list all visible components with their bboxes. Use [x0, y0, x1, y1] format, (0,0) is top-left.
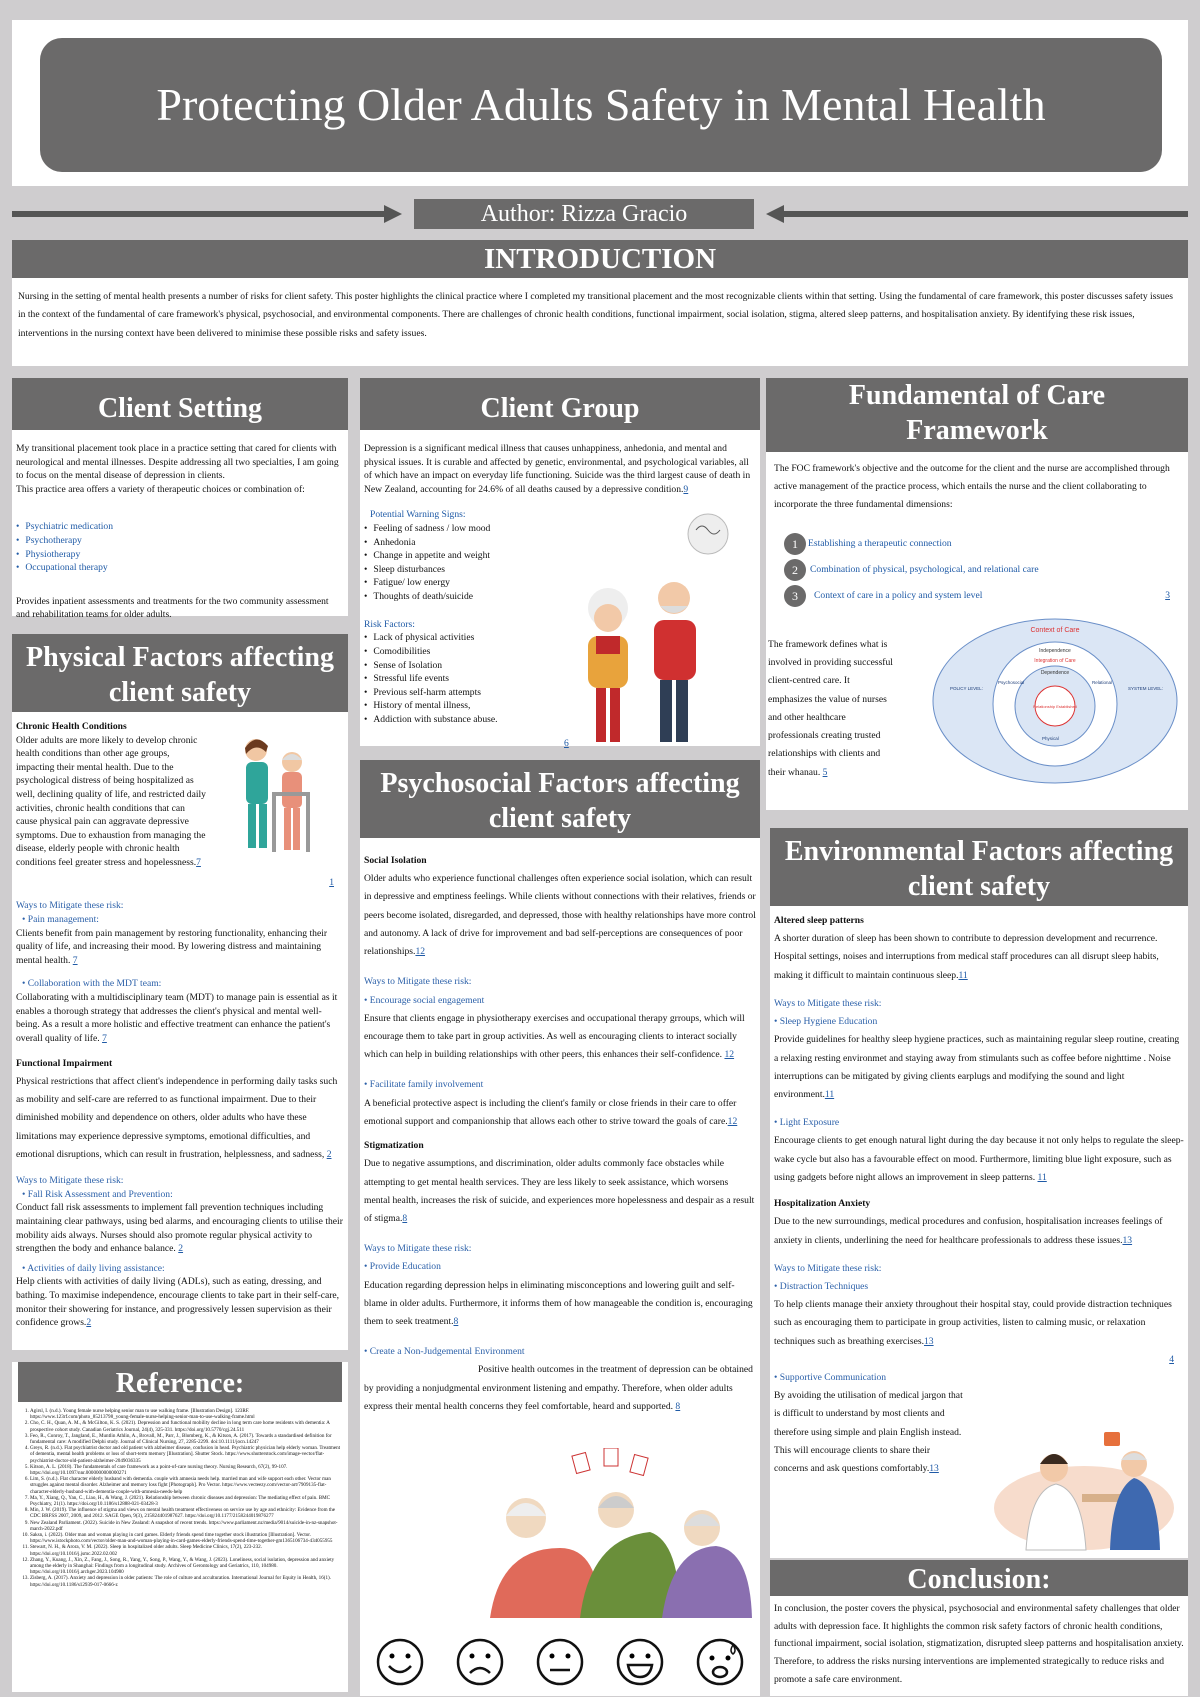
- list-item: • Physiotherapy: [16, 548, 344, 562]
- pain-text: Clients benefit from pain management by restoring functionality, enhancing their quality of life, and increasing their mood. By lowering distress and maintaining mental health.: [16, 927, 328, 966]
- nonjud-text: Positive health outcomes in the treatment of depression can be obtained by providing a nonjudgmental environment listening and empathy. Therefore, when older adults express their mental health concerns they feel comfortable, heard and supported.: [364, 1364, 753, 1412]
- ref-link[interactable]: 5: [822, 766, 828, 778]
- pain-title: Pain management:: [27, 913, 99, 925]
- ref-link[interactable]: 1: [329, 876, 334, 888]
- sad-face-icon: [455, 1637, 505, 1687]
- ref-link[interactable]: 11: [824, 1088, 835, 1100]
- reference-heading: Reference:: [18, 1362, 342, 1402]
- hosp-title: Hospitalization Anxiety: [774, 1198, 871, 1210]
- foc-diagram: [930, 616, 1180, 786]
- list-item: • Change in appetite and weight: [364, 549, 756, 563]
- dimension-label: Establishing a therapeutic connection: [808, 538, 952, 550]
- list-item: • History of mental illness,: [364, 699, 756, 713]
- env-mitigate-2: Ways to Mitigate these risk:: [774, 1262, 882, 1274]
- eng-text: Ensure that clients engage in physiotherapy exercises and occupational therapy grroups, which will encourage them to take part in group activities. As well as encouraging clients to interact socially which can help in building relationships with other peers, this enhances their self-confidence.: [364, 1012, 745, 1061]
- adl-text: Help clients with activities of daily living (ADLs), such as eating, dressing, and bathing. To maximise independence, encourage clients to take part in their self-care, monitor their showering for instance, and progressively lessen supervision as their confidence grows.: [16, 1276, 340, 1329]
- physical-heading: Physical Factors affecting client safety: [12, 634, 348, 712]
- ref-link[interactable]: 2: [86, 1317, 92, 1329]
- environmental-heading: Environmental Factors affecting client safety: [770, 828, 1188, 906]
- list-item: 10. Saksn, i. (2022). Older man and woman playing in card games. Elderly friends spend time together stock illustration [Illustration]. Vector. https://www.istockphoto.com/vector/older-man-and-woman-playing-in-card-games-elderly-friends-spend-time-together-gm1365106734-434055955: [30, 1532, 344, 1544]
- ref-link[interactable]: 8: [675, 1400, 681, 1412]
- foc-heading: Fundamental of Care Framework: [766, 378, 1188, 452]
- ref-link[interactable]: 13: [1122, 1234, 1133, 1246]
- list-item: • Lack of physical activities: [364, 631, 756, 645]
- list-item: • Previous self-harm attempts: [364, 686, 756, 700]
- light-text: Encourage clients to get enough natural light during the day because it not only helps to regulate the sleep-wake cycle but also has a favourable effect on mood. Furthermore, limiting blue light exposure, such as using gadgets before night allows an improvement in sleep patterns.: [774, 1135, 1184, 1183]
- physical-mitigate-2: Ways to Mitigate these risk:: [16, 1175, 124, 1187]
- edu-title: Provide Education: [369, 1261, 441, 1273]
- warning-title: Potential Warning Signs:: [370, 509, 466, 521]
- list-item: 1. Agirsl, I. (n.d.). Young female nurse helping senior man to use walking frame. [Illustration Design]. 123RF. https://www.123rf.com/photo_85213798_young-female-nurse-helping-senior-man-to-use-walking-frame.html: [30, 1408, 344, 1420]
- risk-title: Risk Factors:: [364, 618, 415, 630]
- ref-link[interactable]: 7: [102, 1032, 107, 1044]
- diagram-dependence-label: Dependence: [1040, 670, 1070, 676]
- nonjud-title: Create a Non-Judgemental Environment: [369, 1346, 525, 1358]
- list-item: 6. Lim, S. (n.d.). Flat character elderly husband with dementia. couple with amnesia needs help. married man and wife support each other. Vector man struggles against mental disorder. Alzheimer and memory loss fight [Photograph]. Pro Vector. https://www.vecteezy.com/vector-art/7909135-flat-character-elderly-husband-with-dementia-couple-with-amnesia-needs-help: [30, 1476, 344, 1495]
- list-item: • Psychotherapy: [16, 534, 344, 548]
- psychosocial-panel: Psychosocial Factors affecting client safety Social Isolation Older adults who experience functional challenges often experience social isolation, which can result in depressive and emptiness feelings. While clients without connections with their relatives, friends or peers become isolated, disregarded, and depressed, those with healthy relationships have more control and autonomy. A lack of drive for improvement and bad self-perceptions are consequences of poor relationships.12 Ways to Mitigate these risk: • Encourage social engagement Ensure that clients engage in physiotherapy exercises and occupational therapy grroups, which will encourage them to take part in group activities. As well as encouraging clients to interact socially which can help in building relationships with other peers, this enhances their self-confidence. 12 • Facilitate family involvement A beneficial protective aspect is including the client's family or close friends in their care to offer emotional support and companionship that allows each other to strive toward the goals of care.12 Stigmatization Due to negative assumptions, and discrimination, older adults commonly face obstacles while attempting to get mental health services. They are less likely to seek assistance, which worsens mental health, increases the risk of suicide, and experiences more hopelessness and despair as a result of stigma.8 Ways to Mitigate these risk: • Provide Education Education regarding depression helps in eliminating misconceptions and lowering guilt and self-blame in older adults. Furthermore, it informs them of how manageable the condition is, encouraging them to seek treatment.8 • Create a Non-Judgemental Environment Positive health outcomes in the treatment of depression can be obtained by providing a nonjudgmental environment listening and empathy. Therefore, when older adults express their mental health concerns they feel comfortable, heard and supported. 8: [360, 760, 760, 1696]
- physical-mitigate-1: Ways to Mitigate these risk:: [16, 900, 124, 912]
- ref-link[interactable]: 13: [929, 1463, 939, 1475]
- dimension-number: 3: [784, 585, 806, 607]
- mdt-text: Collaborating with a multidisciplinary team (MDT) to manage pain is essential as it enables a thorough strategy that addresses the client's physical and mental well-being. As a result a more holistic and effective treatment can enhance the patient's overall quality of life.: [16, 991, 338, 1044]
- diagram-integration-label: Integration of Care: [1034, 658, 1076, 664]
- ref-link[interactable]: 13: [923, 1335, 934, 1347]
- list-item: 13. Zisberg, A. (2017). Anxiety and depression in older patients: The role of culture and acculturation. International Journal for Equity in Health, 16(1). https://doi.org/10.1186/s12939-017-0666-z: [30, 1575, 344, 1587]
- list-item: 3. Feo, R., Conroy, T., Jangland, E., Muntlin Athlin, A., Brovall, M., Parr, J., Blomberg, K., & Kitson, A. (2017). Towards a standardised definition for fundamental care: A modified Delphi study. Journal of Clinical Nursing, 27, 2285-2299. doi:10.1111/jocn.14247: [30, 1433, 344, 1445]
- diagram-context-label: Context of Care: [1030, 627, 1080, 634]
- list-item: 9. New Zealand Parliament. (2022). Suicide in New Zealand: A snapshot of recent trends. https://www.parliament.nz/media/9014/suicide-in-nz-snapshot-march-2022.pdf: [30, 1520, 344, 1532]
- environmental-panel: Environmental Factors affecting client safety Altered sleep patterns A shorter duration of sleep has been shown to contribute to depression development and recurrence. Hospital settings, noises and interruptions from medical staff procedures can all disrupt sleep habits, making it difficult to maintain continuous sleep.11 Ways to Mitigate these risk: • Sleep Hygiene Education Provide guidelines for healthy sleep hygiene practices, such as maintaining regular sleep routine, creating a relaxing resting environmet and staying away from stimulants such as coffee before nighttime . Noise interruptions can be mitigated by giving clients earplugs and modifying the sound and light environment.11 • Light Exposure Encourage clients to get enough natural light during the day because it not only helps to regulate the sleep-wake cycle but also has a favourable effect on mood. Furthermore, limiting blue light exposure, such as using gadgets before night allows an improvement in sleep patterns. 11 Hospitalization Anxiety Due to the new surroundings, medical procedures and confusion, hospitalisation increases feelings of anxiety in clients, underlining the need for healthcare professionals to address these issues.13 Ways to Mitigate these risk: • Distraction Techniques To help clients manage their anxiety throughout their hospital stay, could provide distraction techniques such as encouraging them to participate in group activities, listen to calming music, or relaxation techniques such as breathing exercises.13 4 • Supportive Communication By avoiding the utilisation of medical jargon that is difficult to understand by most clients and therefore using simple and plain English instead. This will encourage clients to share their concerns and ask questions comfortably.13: [770, 828, 1188, 1558]
- author-label: Author: Rizza Gracio: [414, 199, 754, 229]
- fall-text: Conduct fall risk assessments to implement fall prevention techniques including maintaining clear pathways, using bed alarms, and encouraging clients to utilise their mobility aids always. Nurses should also promote regular physical activity to strengthen the body and enhance balance.: [16, 1202, 343, 1255]
- foc-p1: The FOC framework's objective and the outcome for the client and the nurse are accomplished through active management of the practice process, which entails the nurse and the client collaborating to incorporate the three fundamental dimensions:: [774, 463, 1170, 511]
- stig-title: Stigmatization: [364, 1140, 424, 1152]
- iso-title: Social Isolation: [364, 855, 427, 866]
- fam-title: Facilitate family involvement: [369, 1079, 484, 1091]
- happy-face-icon: [375, 1637, 425, 1687]
- emoji-panel: [360, 1630, 760, 1694]
- list-item: • Stressful life events: [364, 672, 756, 686]
- psy-mitigate-2: Ways to Mitigate these risk:: [364, 1243, 472, 1255]
- foc-dimensions: [766, 515, 1188, 609]
- foc-p2: The framework defines what is involved in providing successful client-centred care. It emphasizes the value of nurses and other healthcare professionals creating trusted relationships with clients and their whanau.: [768, 639, 893, 778]
- physical-panel: Physical Factors affecting client safety Chronic Health Conditions Older adults are more likely to develop chronic health conditions than other age groups, impacting their mental health. Due to the psychological distress of being hospitalized as well, declining quality of life, and restricted daily activities, chronic health conditions that can cause physical pain can aggravate depressive symptoms. Due to exhaustion from managing the disease, elderly people with chronic health conditions feel greater stress and hopelessness.7 1 Ways to Mitigate these risk: • Pain management: Clients benefit from pain management by restoring functionality, enhancing their quality of life, and increasing their mood. By lowering distress and maintaining mental health. 7 • Collaboration with the MDT team: Collaborating with a multidisciplinary team (MDT) to manage pain is essential as it enables a thorough strategy that addresses the client's physical and mental well-being. As a result a more holistic and effective treatment can enhance the patient's overall quality of life. 7 Functional Impairment Physical restrictions that affect client's independence in performing daily tasks such as mobility and self-care are referred to as functional impairment. Due to their diminished mobility and dependence on others, older adults who have these limitations may experience depressive symptoms, emotional difficulties, and emotional disruptions, which can result in frustration, helplessness, and sadness, 2 Ways to Mitigate these risk: • Fall Risk Assessment and Prevention: Conduct fall risk assessments to implement fall prevention techniques including maintaining clear pathways, using bed alarms, and encouraging clients to utilise their mobility aids always. Nurses should also promote regular physical activity to strengthen the body and enhance balance. 2 • Activities of daily living assistance: Help clients with activities of daily living (ADLs), such as eating, dressing, and bathing. To maximise independence, encourage clients to take part in their self-care, monitor their showering for instance, and progressively lessen supervision as their confidence grows.2: [12, 634, 348, 1350]
- light-title: Light Exposure: [779, 1117, 840, 1129]
- list-item: • Sleep disturbances: [364, 563, 756, 577]
- ref-link[interactable]: 11: [1037, 1171, 1047, 1183]
- fam-text: A beneficial protective aspect is including the client's family or close friends in their care to offer emotional support and companionship that allows each other to strive toward the goals of care.: [364, 1097, 737, 1127]
- list-item: 7. Ma, Y., Xiang, Q., Yan, C., Liao, H., & Wang, J. (2021). Relationship between chronic diseases and depression: The mediating effect of pain. BMC Psychiatry, 21(1). https://doi.org/10.1186/s12888-021-03428-3: [30, 1495, 344, 1507]
- intro-panel: [12, 240, 1188, 366]
- client-group-heading: Client Group: [360, 378, 760, 430]
- nurse-walker-illustration: [226, 732, 326, 862]
- client-setting-panel: [12, 378, 348, 621]
- client-setting-p1: My transitional placement took place in a practice setting that cared for clients with neurological and mental illnesses. Despite addressing all two specialties, I am going to focus on the mental disease of depression in clients.: [16, 443, 339, 482]
- ref-link[interactable]: 12: [724, 1049, 735, 1061]
- diagram-policy-label: POLICY LEVEL:: [950, 686, 983, 691]
- psy-mitigate-1: Ways to Mitigate these risk:: [364, 976, 472, 988]
- dist-title: Distraction Techniques: [779, 1280, 869, 1292]
- eng-title: Encourage social engagement: [369, 994, 485, 1006]
- ref-link[interactable]: 12: [415, 946, 426, 958]
- env-mitigate-1: Ways to Mitigate these risk:: [774, 997, 882, 1009]
- chronic-text: Older adults are more likely to develop chronic health conditions than other age groups, impacting their mental health. Due to the psychological distress of being hospitalized as well, declining quality of life, and restricted daily activities, chronic health conditions that can cause physical pain can aggravate depressive symptoms. Due to exhaustion from managing the disease, elderly people with chronic health conditions feel greater stress and hopelessness.: [16, 734, 206, 869]
- list-item: • Addiction with substance abuse.: [364, 713, 756, 727]
- diagram-relational-label: Relational: [1092, 680, 1113, 685]
- conclusion-panel: [770, 1560, 1188, 1696]
- title-panel: [12, 20, 1188, 186]
- ref-link[interactable]: 4: [1169, 1353, 1174, 1365]
- right-arrow-icon: [766, 204, 1188, 224]
- dimension-number: 1: [784, 533, 806, 555]
- func-title: Functional Impairment: [16, 1058, 113, 1070]
- ref-link[interactable]: 7: [196, 857, 201, 869]
- list-item: 12. Zhang, Y., Kuang, J., Xin, Z., Fang, J., Song, R., Yang, Y., Song, P., Wang, Y., & Wang, J. (2023). Loneliness, social isolation, depression and anxiety among the elderly in Shanghai: Findings from a longitudinal study. Archives of Gerontology and Geriatrics, 110, 104980. https://doi.org/10.1016/j.archger.2023.104980: [30, 1557, 344, 1576]
- iso-text: Older adults who experience functional challenges often experience social isolation, which can result in depressive and emptiness feelings. While clients without connections with their relatives, friends or peers become isolated, disregarded, and depressed, those with healthy relationships have more control and autonomy. A lack of drive for improvement and bad self-perceptions are consequences of poor relationships.: [364, 873, 756, 958]
- list-item: • Psychiatric medication: [16, 520, 344, 534]
- func-text: Physical restrictions that affect client's independence in performing daily tasks such as mobility and self-care are referred to as functional impairment. Due to their diminished mobility and dependence on others, older adults who have these limitations may experience depressive symptoms, emotional difficulties, and emotional disruptions, which can result in frustration, helplessness, and sadness,: [16, 1076, 338, 1160]
- diagram-independence-label: Independence: [1039, 648, 1071, 654]
- therapy-list: [16, 520, 344, 574]
- ref-link[interactable]: 2: [326, 1148, 332, 1160]
- intro-heading: INTRODUCTION: [12, 240, 1188, 278]
- hyg-title: Sleep Hygiene Education: [779, 1016, 878, 1028]
- ref-link[interactable]: 12: [727, 1115, 738, 1127]
- hosp-text: Due to the new surroundings, medical procedures and confusion, hospitalisation increases feelings of anxiety in clients, underlining the need for healthcare professionals to address these issues.: [774, 1216, 1163, 1246]
- stig-text: Due to negative assumptions, and discrimination, older adults commonly face obstacles while attempting to get mental health services. They are less likely to seek assistance, which worsens mental health, increases the risk of suicide, and experiences more hopelessness and despair as a result of stigma.: [364, 1158, 755, 1224]
- card-players-illustration: [476, 1448, 756, 1618]
- mdt-title: Collaboration with the MDT team:: [27, 978, 162, 990]
- dimension-label: Context of care in a policy and system level: [814, 590, 983, 602]
- edu-text: Education regarding depression helps in eliminating misconceptions and lowering guilt and self-blame in older adults. Furthermore, it informs them of how manageable the condition is, encouraging them to seek treatment.: [364, 1279, 753, 1328]
- ref-link[interactable]: 9: [683, 483, 689, 495]
- hyg-text: Provide guidelines for healthy sleep hygiene practices, such as maintaining regular sleep routine, creating a relaxing resting environmet and staying away from stimulants such as coffee before nighttime . Noise interruptions can be mitigated by giving clients earplugs and modifying the sound and light environment.: [774, 1034, 1180, 1100]
- neutral-face-icon: [535, 1637, 585, 1687]
- list-item: 8. Min, J. W. (2019). The influence of stigma and views on mental health treatment effectiveness on service use by age and ethnicity: Evidence from the CDC BRFSS 2007, 2009, and 2012. SAGE Open, 9(3), 215824401987627. https://doi.org/10.1177/2158244019876277: [30, 1507, 344, 1519]
- diagram-physical-label: Physical: [1042, 736, 1059, 741]
- dist-text: To help clients manage their anxiety throughout their hospital stay, could provide distraction techniques such as encouraging them to participate in group activities, listen to calming music, or relaxation techniques such as breathing exercises.: [774, 1299, 1172, 1347]
- client-group-panel: [360, 378, 760, 749]
- ref-link[interactable]: 11: [958, 969, 968, 981]
- list-item: 11. Stewart, N. H., & Arora, V. M. (2022). Sleep in hospitalized older adults. Sleep Medicine Clinics, 17(2), 223-232. https://doi.org/10.1016/j.jsmc.2022.02.002: [30, 1544, 344, 1556]
- list-item: • Occupational therapy: [16, 561, 344, 575]
- diagram-centre-label: Relationship Established: [1033, 704, 1077, 709]
- left-arrow-icon: [12, 204, 402, 224]
- intro-text: Nursing in the setting of mental health presents a number of risks for client safety. This poster highlights the clinical practice where I completed my transitional placement and the most recognizable clients within that setting. Using the fundamental of care framework, this poster discusses safety issues in the context of the fundamental of care framework's physical, psychosocial, and environmental components. There are challenges of chronic health conditions, functional impairment, social isolation, stigma, altered sleep patterns, and hospitalisation anxiety. By identifying these risk issues, interventions in the nursing context have been delivered to minimise these possible risks and safety issues.: [18, 291, 1173, 339]
- client-setting-p3: Provides inpatient assessments and treatments for the two community assessment and rehabilitation teams for older adults.: [16, 595, 329, 621]
- ref-link[interactable]: 6: [564, 737, 569, 749]
- ref-link[interactable]: 2: [178, 1243, 184, 1255]
- elderly-couple-illustration: [570, 508, 760, 744]
- sleep-title: Altered sleep patterns: [774, 915, 864, 926]
- list-item: • Anhedonia: [364, 536, 756, 550]
- worried-face-icon: [695, 1637, 745, 1687]
- list-item: • Fatigue/ low energy: [364, 576, 756, 590]
- diagram-psychosocial-label: Psychosocial: [998, 680, 1025, 685]
- ref-link[interactable]: 3: [1165, 590, 1170, 602]
- adl-title: Activities of daily living assistance:: [27, 1262, 165, 1274]
- conclusion-text: In conclusion, the poster covers the physical, psychosocial and environmental safety challenges that older adults with depression face. It highlights the common risk safety factors of chronic health conditions, functional impairment, social isolation, stigmatization, disrupted sleep patterns and hospitalisation anxiety. Therefore, to address the risks nursing interventions are implemented strategically to reduce risks and promote a safe care environment.: [774, 1603, 1184, 1685]
- sleep-text: A shorter duration of sleep has been shown to contribute to depression development and recurrence. Hospital settings, noises and interruptions from medical staff procedures can all disrupt sleep habits, making it difficult to maintain continuous sleep.: [774, 933, 1159, 981]
- list-item: • Comodibilities: [364, 645, 756, 659]
- psychosocial-heading: Psychosocial Factors affecting client safety: [360, 760, 760, 838]
- poster-title: Protecting Older Adults Safety in Mental Health: [156, 79, 1046, 130]
- fall-title: Fall Risk Assessment and Prevention:: [27, 1188, 173, 1200]
- list-item: 4. Greys, R. (n.d.). Flat psychiatrist doctor and old patient with alzheimer disease, confusion in head. Psychiatric physician help elderly woman. Treatment of dementia, mental health problems or loss of short-term memory [Illustration]. Shutter Stock. https://www.shutterstock.com/image-vector/flat-psychiatrist-doctor-old-patient-alzheimer-2049036335: [30, 1445, 344, 1464]
- list-item: 5. Kitson, A. L. (2018). The fundamentals of care framework as a point-of-care nursing theory. Nursing Research, 67(2), 99-107. https://doi.org/10.1097/nnr.0000000000000271: [30, 1464, 344, 1476]
- client-setting-p2: This practice area offers a variety of therapeutic choices or combination of:: [16, 483, 305, 495]
- dimension-number: 2: [784, 559, 806, 581]
- list-item: 2. Cho, C. H., Quan, A. M., & McGilton, K. S. (2021). Depression and functional mobility decline in long term care home residents with dementia: A prospective cohort study. Canadian Geriatrics Journal, 24(4), 325-331. https://doi.org/10.5770/cgj.24.511: [30, 1420, 344, 1432]
- client-setting-heading: Client Setting: [12, 378, 348, 430]
- foc-panel: [766, 378, 1188, 810]
- comm-title: Supportive Communication: [779, 1372, 887, 1384]
- ref-link[interactable]: 8: [453, 1316, 459, 1328]
- client-group-p1: Depression is a significant medical illness that causes unhappiness, anhedonia, and mental and physical issues. It is curable and affected by genetic, environmental, and psychological variables, all of which have an impact on everyday life functioning. Suicide was the third largest cause of death in New Zealand, accounting for 24.6% of all deaths caused by a depressive condition.: [364, 443, 751, 495]
- comm-text: By avoiding the utilisation of medical jargon that is difficult to understand by most clients and therefore using simple and plain English instead. This will encourage clients to share their concerns and ask questions comfortably.: [774, 1390, 963, 1475]
- ref-link[interactable]: 7: [72, 954, 78, 966]
- list-item: • Feeling of sadness / low mood: [364, 522, 756, 536]
- reference-panel: [12, 1362, 348, 1692]
- grin-face-icon: [615, 1637, 665, 1687]
- dimension-label: Combination of physical, psychological, and relational care: [810, 564, 1039, 576]
- chronic-title: Chronic Health Conditions: [16, 721, 127, 732]
- list-item: • Sense of Isolation: [364, 659, 756, 673]
- reference-list: [12, 1402, 348, 1588]
- conclusion-heading: Conclusion:: [770, 1560, 1188, 1596]
- doctor-patient-illustration: [984, 1424, 1184, 1554]
- diagram-system-label: SYSTEM LEVEL:: [1128, 686, 1164, 691]
- ref-link[interactable]: 8: [402, 1212, 408, 1224]
- list-item: • Thoughts of death/suicide: [364, 590, 756, 604]
